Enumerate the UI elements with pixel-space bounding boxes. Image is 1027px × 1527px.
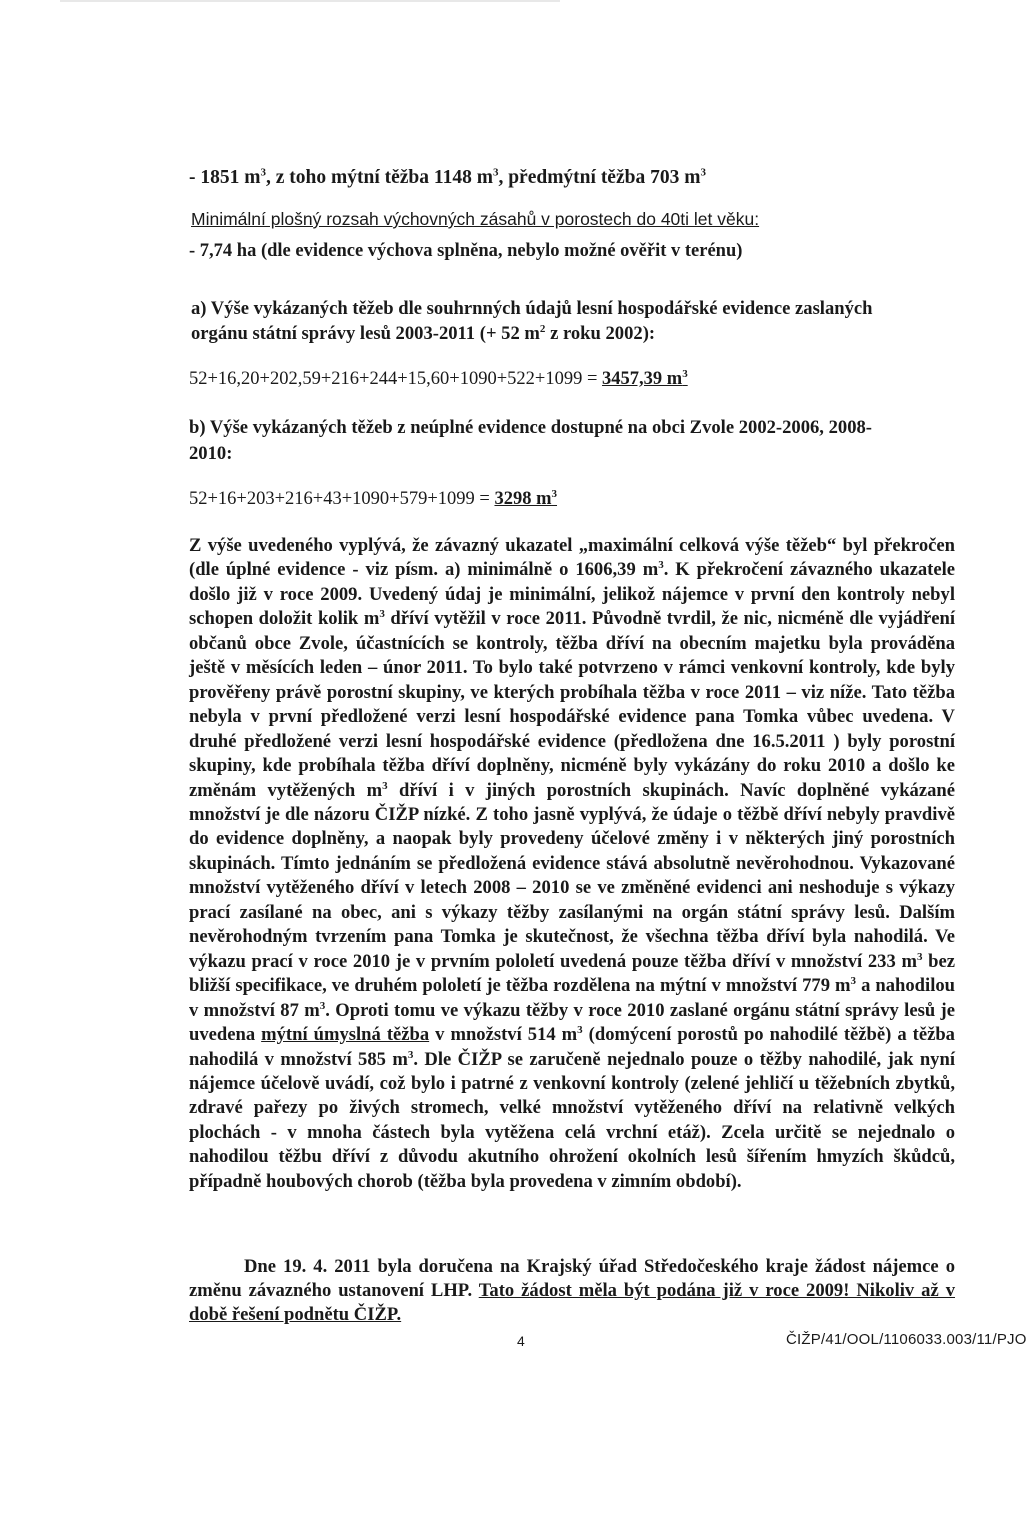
section-heading-min-thinning: Minimální plošný rozsah výchovných zásahů v porostech do 40ti let věku: [191, 209, 760, 229]
page-number: 4 [517, 1333, 525, 1349]
main-paragraph: Z výše uvedeného vyplývá, že závazný ukazatel „maximální celková výše těžeb“ byl překročen (dle úplné evidence - viz písm. a) minimálně o 1606,39 $m^3$. K překročení závazného ukazatele došlo již v roce 2009. Uvedený údaj je minimální, jelikož nájemce v první den kontroly nebyl schopen doložit kolik $m^3$ dříví vytěžil v roce 2011. Původně tvrdil, že nic, nicméně dle vyjádření občanů obce Zvole, účastnících se kontroly, těžba dříví na obecním majetku byla prováděna ještě v měsících leden – únor 2011. To bylo také potvrzeno v rámci venkovní kontroly, kde byly prověřeny právě porostní skupiny, ve kterých probíhala těžba v roce 2011 – viz níže. Tato těžba nebyla v první předložené verzi lesní hospodářské evidence pana Tomka vůbec uvedena. V druhé předložené verzi lesní hospodářské evidence (předložena dne 16.5.2011 ) byly porostní skupiny, kde probíhala těžba dříví doplněny, nicméně byly vykázány do roku 2010 a došlo ke změnám vytěžených $m^3$ dříví i v jiných porostních skupinách. Navíc doplněné vykázané množství je dle názoru ČIŽP nízké. Z toho jasně vyplývá, že údaje o těžbě dříví nebyly pravdivě do evidence doplněny, a naopak byly provedeny účelové změny i v některých jiný porostních skupinách. Tímto jednáním se předložená evidence stává absolutně nevěrohodnou. Vykazované množství vytěženého dříví v letech 2008 – 2010 se ve změněné evidenci ani neshoduje s výkazy prací zasílané na obec, ani s výkazy těžby zasílanými na orgán státní správy lesů. Dalším nevěrohodným tvrzením pana Tomka je skutečnost, že všechna těžba dříví byla nahodilá. Ve výkazu prací v roce 2010 je v prvním pololetí uvedená pouze těžba dříví v množství 233 $m^3$ bez bližší specifikace, ve druhém pololetí je těžba rozdělena na mýtní v množství 779 $m^3$ a nahodilou v množství 87 $m^3$. Oproti tomu ve výkazu těžby v roce 2010 zaslané orgánu státní správy lesů je uvedena mýtní úmyslná těžba v množství 514 $m^3$ (domýcení porostů po nahodilé těžbě) a těžba nahodilá v množství 585 $m^3$. Dle ČIŽP se zaručeně nejednalo pouze o těžby nahodilé, jak nyní nájemce účelově uvádí, což bylo i patrné z venkovní kontroly (zelené jehličí u těžebních zbytků, zdravé pařezy po živých stromech, velké množství vytěženého dříví na relativně velkých plochách - v mnoha částech byla vytěžena celá vrchní etáž). Zcela určitě se nejednalo o nahodilou těžbu dříví z důvodu akutního ohrožení okolních lesů šířením hmyzích škůdců, případně houbových chorob (těžba byla provedena v zimním období). [189, 535, 956, 1192]
section-b-line-1: b) Výše vykázaných těžeb z neúplné evidence dostupné na obci Zvole 2002-2006, 2008- [189, 417, 872, 438]
section-a-line-2: orgánu státní správy lesů 2003-2011 (+ 52 $m^2$ z roku 2002): [191, 322, 656, 344]
final-paragraph: Dne 19. 4. 2011 byla doručena na Krajský úřad Středočeského kraje žádost nájemce o změnu závazného ustanovení LHP. Tato žádost měla být podána již v roce 2009! Nikoliv až v době řešení podnětu ČIŽP. [189, 1256, 955, 1325]
scan-artifact [60, 0, 560, 2]
section-a-line-1: a) Výše vykázaných těžeb dle souhrnných údajů lesní hospodářské evidence zaslaných [191, 298, 873, 319]
document-reference: ČIŽP/41/OOL/1106033.003/11/PJO [786, 1331, 1027, 1348]
sum-a-line: 52+16,20+202,59+216+244+15,60+1090+522+1099 = 3457,39 $m^3$ [189, 367, 688, 389]
harvest-total-line: - 1851 $m^3$, z toho mýtní těžba 1148 $m^3$, předmýtní těžba 703 $m^3$ [189, 166, 706, 188]
section-b-line-2: 2010: [189, 443, 233, 464]
thinning-area-line: - 7,74 ha (dle evidence výchova splněna, nebylo možné ověřit v terénu) [189, 241, 743, 261]
sum-b-line: 52+16+203+216+43+1090+579+1099 = 3298 $m^3$ [189, 487, 558, 509]
